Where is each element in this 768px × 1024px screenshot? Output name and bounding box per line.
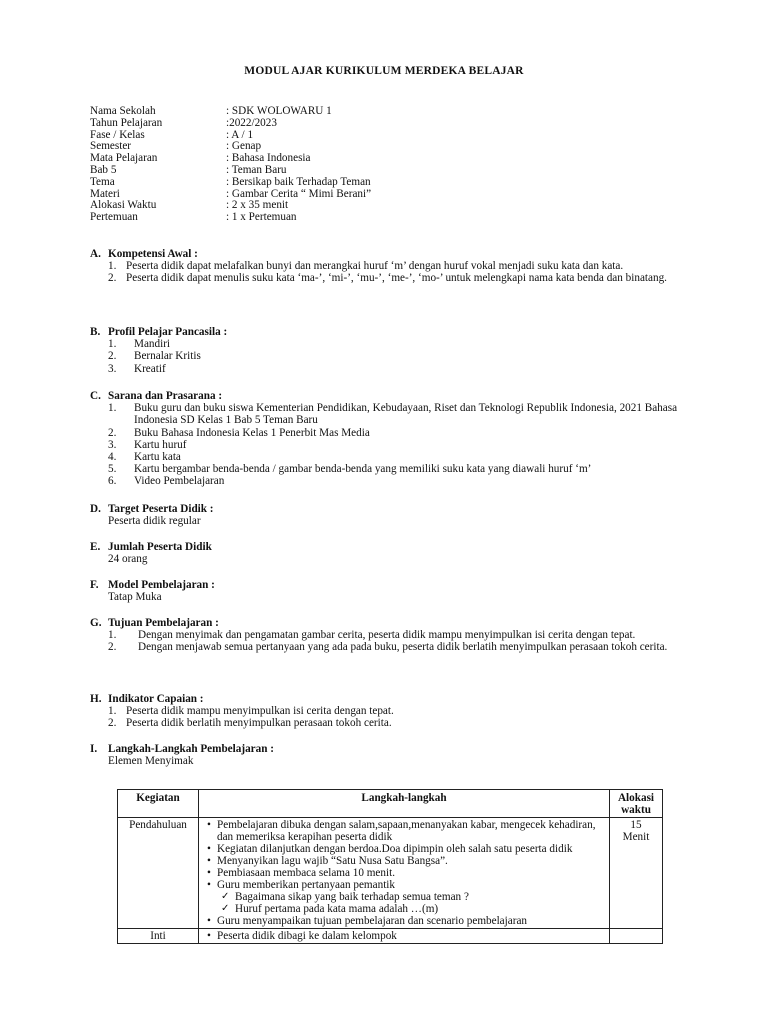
info-value: : Bersikap baik Terhadap Teman xyxy=(226,175,371,188)
section-heading: Sarana dan Prasarana : xyxy=(108,390,223,402)
section-heading: Kompetensi Awal : xyxy=(108,248,198,260)
info-value: : Genap xyxy=(226,140,262,153)
section-heading: Profil Pelajar Pancasila : xyxy=(108,326,228,338)
section-body: Peserta didik regular xyxy=(108,515,201,528)
table-cell-steps xyxy=(199,818,610,929)
section-letter: C. xyxy=(90,390,101,402)
info-value: : Teman Baru xyxy=(226,163,287,176)
list-item: 2. Buku Bahasa Indonesia Kelas 1 Penerbit Mas Media xyxy=(108,426,370,439)
list-item: 6. Video Pembelajaran xyxy=(108,475,225,488)
info-row xyxy=(90,212,371,224)
list-item: 1. Peserta didik dapat melafalkan bunyi dan merangkai huruf ‘m’ dengan huruf vokal menjadi suku kata dan kata. xyxy=(108,260,624,273)
column-header: Langkah-langkah xyxy=(199,790,610,818)
list-item: • Menyanyikan lagu wajib “Satu Nusa Satu Bangsa”. xyxy=(217,855,605,867)
section-letter: E. xyxy=(90,541,101,553)
section-sarana-prasarana xyxy=(90,390,680,488)
question-list xyxy=(203,891,605,915)
list-item: 5. Kartu bergambar benda-benda / gambar benda-benda yang memiliki suku kata yang diawali huruf ‘m’ xyxy=(108,463,592,476)
section-heading: Tujuan Pembelajaran : xyxy=(108,617,219,629)
section-letter: D. xyxy=(90,503,101,515)
list-item: • Peserta didik dibagi ke dalam kelompok xyxy=(217,930,605,942)
info-label: Fase / Kelas xyxy=(90,128,145,141)
section-model-pembelajaran xyxy=(90,579,680,603)
info-label: Tahun Pelajaran xyxy=(90,116,163,129)
document-title: MODUL AJAR KURIKULUM MERDEKA BELAJAR xyxy=(244,65,524,77)
column-header: Kegiatan xyxy=(118,790,199,818)
info-label: Pertemuan xyxy=(90,211,138,224)
steps-list xyxy=(203,819,605,891)
list-item: • Guru memberikan pertanyaan pemantik xyxy=(217,879,605,891)
info-value: : SDK WOLOWARU 1 xyxy=(226,105,332,117)
section-langkah-pembelajaran xyxy=(90,743,680,767)
info-value: : 1 x Pertemuan xyxy=(226,211,297,224)
list-item: 4. Kartu kata xyxy=(108,451,181,464)
info-value: : A / 1 xyxy=(226,128,254,141)
list-item: 2. Peserta didik berlatih menyimpulkan perasaan tokoh cerita. xyxy=(108,717,392,730)
section-jumlah-peserta xyxy=(90,541,680,565)
info-label: Semester xyxy=(90,140,132,153)
section-heading: Target Peserta Didik : xyxy=(108,503,214,515)
info-row xyxy=(90,118,371,130)
school-info-block xyxy=(90,106,371,224)
section-letter: A. xyxy=(90,248,101,260)
section-heading: Model Pembelajaran : xyxy=(108,579,215,591)
table-row xyxy=(118,929,663,944)
section-letter: F. xyxy=(90,579,99,591)
info-value: : Gambar Cerita “ Mimi Berani” xyxy=(226,187,372,200)
list-item: • Kegiatan dilanjutkan dengan berdoa.Doa dipimpin oleh salah satu peserta didik xyxy=(217,843,605,855)
section-letter: I. xyxy=(90,743,98,755)
list-item: 2. Peserta didik dapat menulis suku kata ‘ma-’, ‘mi-’, ‘mu-’, ‘me-’, ‘mo-’ untuk melengkapi nama kata benda dan binatang. xyxy=(108,272,667,285)
table-cell-kegiatan: Inti xyxy=(118,929,199,944)
list-item: 3. Kreatif xyxy=(108,362,166,375)
table-cell-kegiatan: Pendahuluan xyxy=(118,818,199,929)
info-row xyxy=(90,165,371,177)
check-list-item: ✓ Huruf pertama pada kata mama adalah …(m) xyxy=(235,903,605,915)
table-cell-alokasi: 15 Menit xyxy=(610,818,663,929)
section-tujuan-pembelajaran xyxy=(90,617,680,654)
section-body: Elemen Menyimak xyxy=(108,755,194,768)
list-item: 1. Buku guru dan buku siswa Kementerian Pendidikan, Kebudayaan, Riset dan Teknologi Republik Indonesia, 2021 Bahasa Indonesia SD Kelas 1 Bab 5 Teman Baru xyxy=(108,402,678,427)
table-cell-alokasi xyxy=(610,929,663,944)
info-value: : 2 x 35 menit xyxy=(226,199,289,212)
section-body: 24 orang xyxy=(108,553,148,566)
section-body: Tatap Muka xyxy=(108,591,162,604)
column-header: Alokasi waktu xyxy=(610,790,663,818)
list-item: 1. Mandiri xyxy=(108,338,171,351)
section-letter: G. xyxy=(90,617,102,629)
info-label: Mata Pelajaran xyxy=(90,152,158,165)
section-heading: Langkah-Langkah Pembelajaran : xyxy=(108,743,274,755)
section-profil-pelajar xyxy=(90,326,680,375)
section-letter: B. xyxy=(90,326,101,338)
list-item: • Pembelajaran dibuka dengan salam,sapaan,menanyakan kabar, mengecek kehadiran, dan memeriksa kerapihan peserta didik xyxy=(217,819,605,843)
section-letter: H. xyxy=(90,693,102,705)
info-label: Bab 5 xyxy=(90,163,117,176)
info-value: : Bahasa Indonesia xyxy=(226,152,311,165)
learning-steps-table xyxy=(117,789,663,944)
list-item: 3. Kartu huruf xyxy=(108,438,187,451)
info-label: Tema xyxy=(90,175,115,188)
section-kompetensi-awal xyxy=(90,248,680,285)
table-row xyxy=(118,818,663,929)
section-heading: Jumlah Peserta Didik xyxy=(108,541,212,553)
list-item: 2. Bernalar Kritis xyxy=(108,350,201,363)
section-heading: Indikator Capaian : xyxy=(108,693,204,705)
list-item: 2. Dengan menjawab semua pertanyaan yang ada pada buku, peserta didik berlatih menyimpulkan perasaan tokoh cerita. xyxy=(108,641,668,654)
list-item: • Guru menyampaikan tujuan pembelajaran dan scenario pembelajaran xyxy=(217,915,605,927)
table-cell-steps xyxy=(199,929,610,944)
info-value: :2022/2023 xyxy=(226,116,277,129)
info-label: Nama Sekolah xyxy=(90,105,156,117)
section-indikator-capaian xyxy=(90,693,680,730)
section-target-peserta xyxy=(90,503,680,527)
info-label: Alokasi Waktu xyxy=(90,199,157,212)
list-item: 1. Peserta didik mampu menyimpulkan isi cerita dengan tepat. xyxy=(108,705,394,718)
check-list-item: ✓ Bagaimana sikap yang baik terhadap semua teman ? xyxy=(235,891,605,903)
info-row xyxy=(90,177,371,189)
list-item: • Pembiasaan membaca selama 10 menit. xyxy=(217,867,605,879)
table-header-row xyxy=(118,790,663,818)
info-label: Materi xyxy=(90,187,120,200)
list-item: 1. Dengan menyimak dan pengamatan gambar cerita, peserta didik mampu menyimpulkan isi cerita dengan tepat. xyxy=(108,629,636,642)
